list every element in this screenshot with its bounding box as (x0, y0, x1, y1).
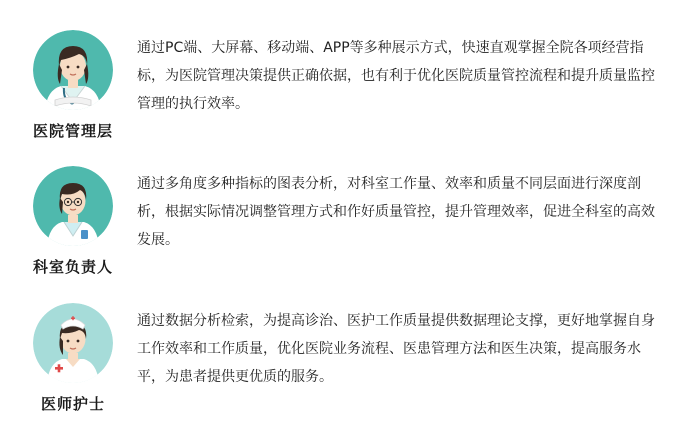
role-description: 通过PC端、大屏幕、移动端、APP等多种展示方式，快速直观掌握全院各项经营指标，为医院管理决策提供正确依据，也有利于优化医院质量管控流程和提升质量监控管理的执行效率。 (137, 40, 655, 112)
doctor-female-icon (33, 30, 113, 110)
role-title: 医院管理层 (32, 122, 113, 140)
role-description: 通过多角度多种指标的图表分析，对科室工作量、效率和质量不同层面进行深度剖析，根据实际情况调整管理方式和作好质量管控，提升管理效率，促进全科室的高效发展。 (137, 176, 655, 248)
nurse-icon (33, 303, 113, 383)
role-description: 通过数据分析检索，为提高诊治、医护工作质量提供数据理论支撑，更好地掌握自身工作效率和工作质量，优化医院业务流程、医患管理方法和医生决策，提高服务水平，为患者提供更优质的服务。 (137, 313, 655, 385)
role-avatar-column (18, 166, 128, 277)
role-title: 医师护士 (40, 395, 105, 413)
department-head-icon (33, 166, 113, 246)
role-avatar-column (18, 30, 128, 141)
role-avatar-column (18, 303, 128, 414)
role-title: 科室负责人 (32, 258, 113, 276)
